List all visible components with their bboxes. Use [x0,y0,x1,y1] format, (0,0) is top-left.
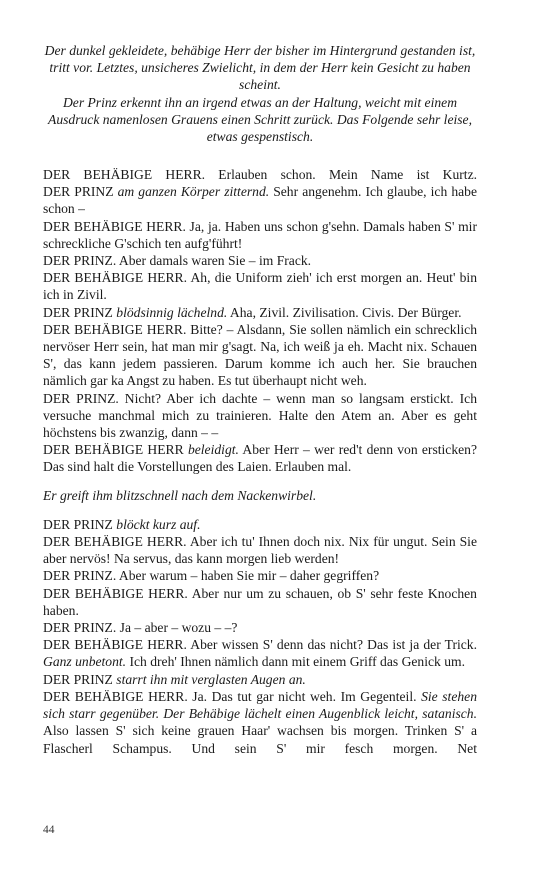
dialogue-line: DER PRINZ. Ja – aber – wozu – –? [43,620,238,636]
speaker: DER BEHÄBIGE HERR. [43,585,188,601]
speaker: DER BEHÄBIGE HERR. [43,218,186,234]
stage-direction-inline: starrt ihn mit verglasten Augen an. [112,671,306,687]
dialogue-line: DER BEHÄBIGE HERR. Bitte? – Alsdann, Sie sollen nämlich ein schrecklich nervöser Herr sein, hat man mir g'sagt. Na, ich weiß ja eh. Macht nix. Schauen S', das kann jedem passieren. Darum komme ich auch her. Sie brauchen nämlich gar ka Angst zu haben. Es tut überhaupt nicht weh. [43,321,477,389]
page-number: 44 [43,824,55,836]
speaker: DER PRINZ. [43,568,117,584]
speaker: DER PRINZ [43,516,113,532]
stage-direction-inline: Sie stehen sich starr gegenüber. Der Behäbige lächelt einen Augenblick leicht, satanisch. [43,688,477,722]
speaker: DER BEHÄBIGE HERR. [43,637,187,653]
stage-direction-inline: am ganzen Körper zitternd. [113,184,270,200]
dialogue-line: DER PRINZ am ganzen Körper zitternd. Sehr angenehm. Ich glaube, ich habe schon – [43,184,477,217]
stage-direction-inline: beleidigt. [183,442,239,458]
dialogue-line: DER BEHÄBIGE HERR. Ah, die Uniform zieh' ich erst morgen an. Heut' bin ich in Zivil. [43,270,478,303]
dialogue-line: DER PRINZ. Aber warum – haben Sie mir – daher gegriffen? [43,568,380,584]
stage-directions-top [43,42,477,145]
stage-direction-inline: blödsinnig lächelnd. [112,304,228,320]
dialogue-line: DER BEHÄBIGE HERR. Erlauben schon. Mein Name ist Kurtz. [43,167,477,182]
speaker: DER BEHÄBIGE HERR. [43,167,206,182]
speaker: DER BEHÄBIGE HERR. [43,534,187,550]
speaker: DER BEHÄBIGE HERR. [43,321,187,337]
speaker: DER BEHÄBIGE HERR. [43,688,188,704]
speaker: DER PRINZ. [43,620,117,636]
speaker: DER BEHÄBIGE HERR [43,442,184,458]
dialogue-line: DER BEHÄBIGE HERR. Ja. Das tut gar nicht weh. Im Gegenteil. Sie stehen sich starr gegenüber. Der Behäbige lächelt einen Augenblick leicht, satanisch. Also lassen S' sich keine grauen Haar' wachsen bis morgen. Trinken S' a Flascherl Schampus. Und sein S' mir fesch morgen. Net [43,688,477,756]
stage-direction: Er greift ihm blitzschnell nach dem Nackenwirbel. [43,487,317,503]
dialogue-line [43,516,477,533]
speaker: DER PRINZ [43,304,113,320]
stage-direction: Der Prinz erkennt ihn an irgend etwas an der Haltung, weicht mit einem Ausdruck namenlosen Grauens einen Schritt zurück. Das Folgende sehr leise, etwas gespenstisch. [48,94,472,145]
speaker: DER PRINZ [43,184,114,200]
dialogue-line: DER BEHÄBIGE HERR beleidigt. Aber Herr – wer red't denn von ersticken? Das sind halt die Vorstellungen des Laien. Erlauben mal. [43,442,477,475]
dialogue-line: DER PRINZ blödsinnig lächelnd. Aha, Zivil. Zivilisation. Civis. Der Bürger. [43,304,462,320]
dialogue-line [43,671,477,688]
dialogue-line: DER BEHÄBIGE HERR. Aber wissen S' denn das nicht? Das ist ja der Trick. Ganz unbetont. Ich dreh' Ihnen nämlich dann mit einem Griff das Genick um. [43,637,477,670]
dialogue-line: DER PRINZ. Nicht? Aber ich dachte – wenn man so langsam erstickt. Ich versuche manchmal mich zu trainieren. Halte den Atem an. Aber es geht höchstens bis zwanzig, dann – – [43,390,477,441]
stage-direction: Der dunkel gekleidete, behäbige Herr der bisher im Hintergrund gestanden ist, tritt vor. Letztes, unsicheres Zwielicht, in dem der Herr kein Gesicht zu haben scheint. [44,43,476,93]
dialogue-line: DER BEHÄBIGE HERR. Ja, ja. Haben uns schon g'sehn. Damals haben S' mir schreckliche G'schich ten aufg'führt! [43,218,477,251]
speaker: DER PRINZ [43,671,113,687]
stage-direction-inline: blöckt kurz auf. [112,516,201,532]
dialogue-line: DER BEHÄBIGE HERR. Aber nur um zu schauen, ob S' sehr feste Knochen haben. [43,585,477,618]
dialogue-line: DER BEHÄBIGE HERR. Aber ich tu' Ihnen doch nix. Nix für ungut. Sein Sie aber nervös! Na servus, das kann morgen lieb werden! [43,534,477,567]
speaker: DER PRINZ. [43,390,119,406]
dialogue-line: DER PRINZ. Aber damals waren Sie – im Frack. [43,253,312,269]
speaker: DER PRINZ. [43,253,117,269]
stage-direction-inline: Ganz unbetont. [43,654,127,670]
speaker: DER BEHÄBIGE HERR. [43,270,188,286]
dialogue-text [43,166,477,757]
